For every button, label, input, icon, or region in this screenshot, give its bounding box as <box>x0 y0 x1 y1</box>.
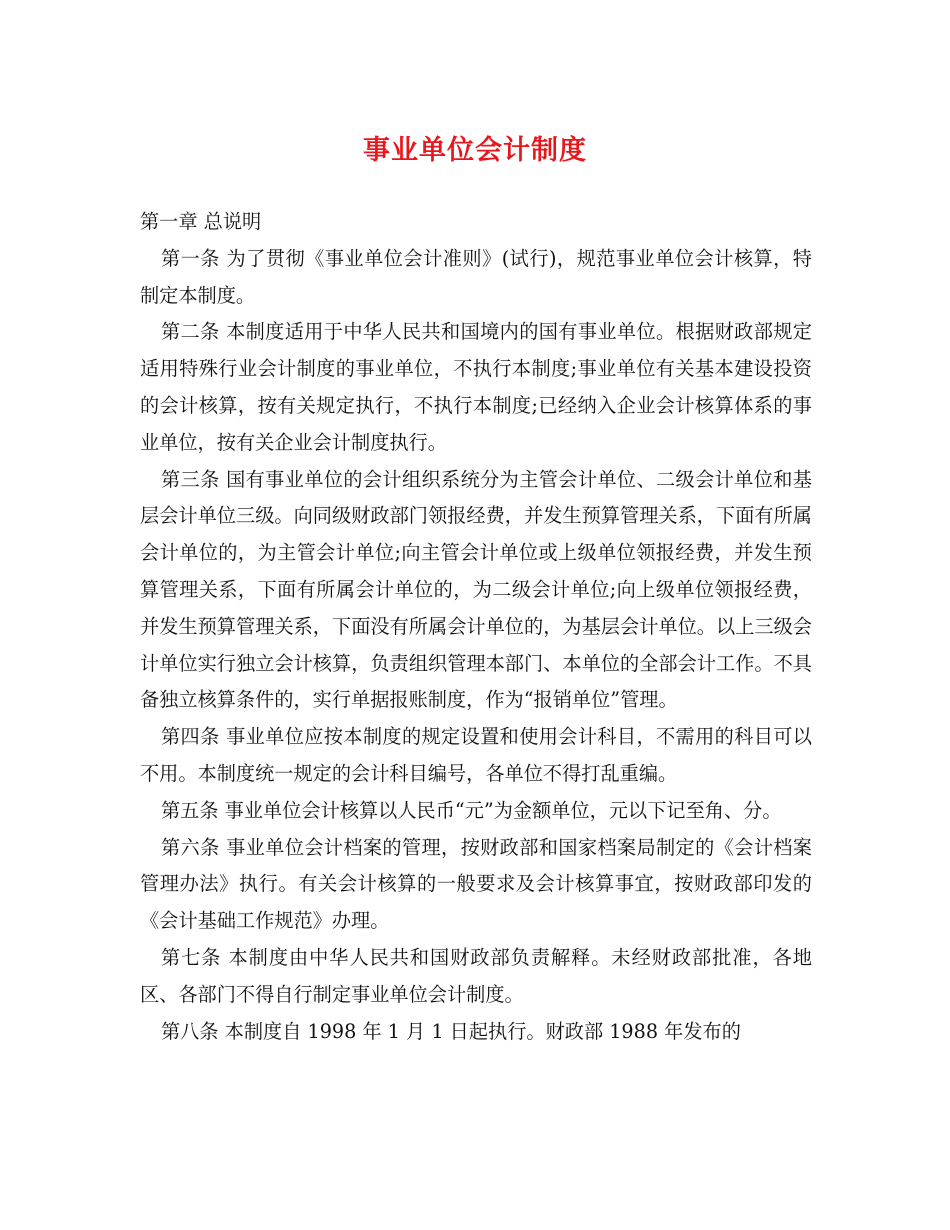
article-5: 第五条 事业单位会计核算以人民币“元”为金额单位，元以下记至角、分。 <box>161 798 782 822</box>
article-3: 第三条 国有事业单位的会计组织系统分为主管会计单位、二级会计单位和基层会计单位三级。向同级财政部门领报经费，并发生预算管理关系，下面有所属会计单位的，为主管会计单位;向主管会计单位或上级单位领报经费，并发生预算管理关系，下面有所属会计单位的，为二级会计单位;向上级单位领报经费，并发生预算管理关系，下面没有所属会计单位的，为基层会计单位。以上三级会计单位实行独立会计核算，负责组织管理本部门、本单位的全部会计工作。不具备独立核算条件的，实行单据报账制度，作为“报销单位”管理。 <box>140 467 812 712</box>
article-8: 第八条 本制度自 1998 年 1 月 1 日起执行。财政部 1988 年发布的 <box>161 1019 741 1043</box>
article-1: 第一条 为了贯彻《事业单位会计准则》(试行)，规范事业单位会计核算，特制定本制度。 <box>140 246 812 307</box>
article-4: 第四条 事业单位应按本制度的规定设置和使用会计科目，不需用的科目可以不用。本制度统一规定的会计科目编号，各单位不得打乱重编。 <box>140 725 812 785</box>
document-title: 事业单位会计制度 <box>363 135 587 166</box>
document-body <box>140 204 812 1050</box>
article-6: 第六条 事业单位会计档案的管理，按财政部和国家档案局制定的《会计档案管理办法》执行。有关会计核算的一般要求及会计核算事宜，按财政部印发的《会计基础工作规范》办理。 <box>140 835 812 933</box>
article-7: 第七条 本制度由中华人民共和国财政部负责解释。未经财政部批准，各地区、各部门不得自行制定事业单位会计制度。 <box>140 945 812 1006</box>
chapter-heading: 第一章 总说明 <box>140 210 262 233</box>
article-2: 第二条 本制度适用于中华人民共和国境内的国有事业单位。根据财政部规定适用特殊行业会计制度的事业单位，不执行本制度;事业单位有关基本建设投资的会计核算，按有关规定执行，不执行本制度;已经纳入企业会计核算体系的事业单位，按有关企业会计制度执行。 <box>140 320 812 454</box>
